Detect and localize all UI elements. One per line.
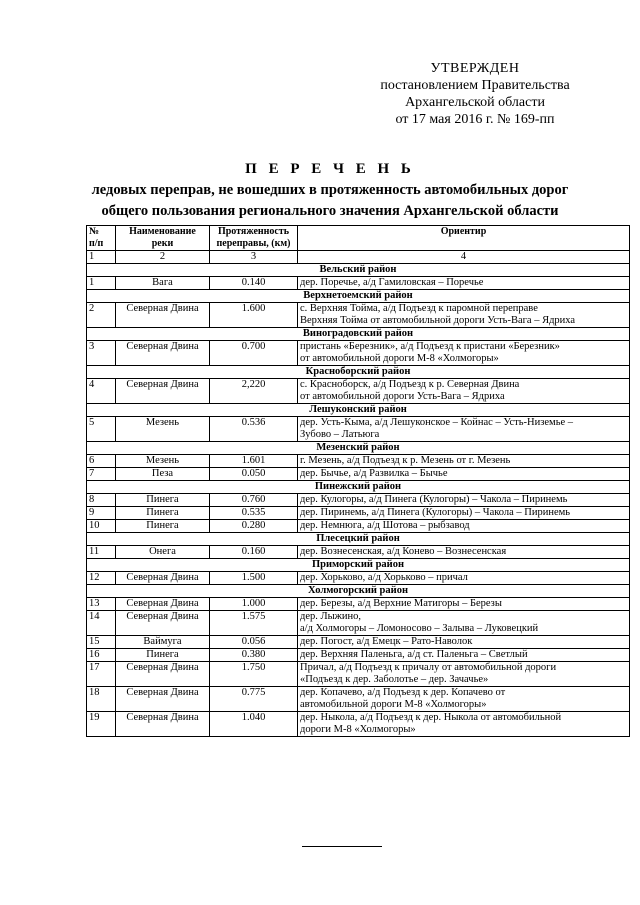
row-number: 3: [87, 341, 116, 366]
row-number: 15: [87, 636, 116, 649]
landmark-line: Причал, а/д Подъезд к причалу от автомобильной дороги: [300, 662, 557, 673]
district-row: [87, 559, 630, 572]
row-number: 13: [87, 598, 116, 611]
header-river: [116, 226, 210, 251]
landmark-line: Зубово – Латьюга: [300, 429, 380, 440]
river-name: Онега: [116, 546, 210, 559]
district-name: Лешуконский район: [87, 404, 630, 417]
header-number-line-1: №: [89, 226, 100, 237]
table-row: [87, 687, 630, 712]
landmark: [298, 468, 630, 481]
row-number: 14: [87, 611, 116, 636]
crossing-length: 1.500: [210, 572, 298, 585]
river-name: Северная Двина: [116, 611, 210, 636]
landmark-line: дороги М-8 «Холмогоры»: [300, 724, 416, 735]
crossing-length: 0.380: [210, 649, 298, 662]
table-row: [87, 379, 630, 404]
column-number: 1: [87, 251, 116, 264]
row-number: 10: [87, 520, 116, 533]
column-number: 4: [298, 251, 630, 264]
ice-crossings-table: [86, 225, 630, 737]
landmark: [298, 712, 630, 737]
landmark: [298, 662, 630, 687]
river-name: Северная Двина: [116, 662, 210, 687]
landmark-line: дер. Поречье, а/д Гамиловская – Поречье: [300, 277, 484, 288]
approval-line-1: постановлением Правительства: [380, 78, 570, 93]
table-row: [87, 649, 630, 662]
crossing-length: 0.775: [210, 687, 298, 712]
landmark-line: дер. Лыжино,: [300, 611, 362, 622]
crossing-length: 2,220: [210, 379, 298, 404]
river-name: Северная Двина: [116, 379, 210, 404]
document-subtitle-line-2: общего пользования регионального значения Архангельской области: [101, 203, 559, 219]
table-row: [87, 455, 630, 468]
river-name: Ваймуга: [116, 636, 210, 649]
landmark: [298, 303, 630, 328]
river-name: Пинега: [116, 507, 210, 520]
table-row: [87, 611, 630, 636]
landmark: [298, 507, 630, 520]
row-number: 16: [87, 649, 116, 662]
table-row: [87, 636, 630, 649]
table-row: [87, 662, 630, 687]
crossing-length: 0.050: [210, 468, 298, 481]
landmark: [298, 494, 630, 507]
district-name: Мезенский район: [87, 442, 630, 455]
table-row: [87, 341, 630, 366]
landmark-line: дер. Погост, а/д Емецк – Рато-Наволок: [300, 636, 473, 647]
table-row: [87, 572, 630, 585]
river-name: Северная Двина: [116, 687, 210, 712]
river-name: Пинега: [116, 520, 210, 533]
landmark: [298, 649, 630, 662]
landmark-line: Верхняя Тойма от автомобильной дороги Усть-Вага – Ядриха: [300, 315, 576, 326]
district-row: [87, 264, 630, 277]
district-row: [87, 585, 630, 598]
river-name: Мезень: [116, 417, 210, 442]
row-number: 1: [87, 277, 116, 290]
row-number: 17: [87, 662, 116, 687]
crossing-length: 0.535: [210, 507, 298, 520]
row-number: 12: [87, 572, 116, 585]
landmark: [298, 379, 630, 404]
river-name: Пеза: [116, 468, 210, 481]
crossing-length: 0.280: [210, 520, 298, 533]
district-name: Приморский район: [87, 559, 630, 572]
landmark-line: дер. Ныкола, а/д Подъезд к дер. Ныкола от автомобильной: [300, 712, 562, 723]
approval-stamp: [360, 60, 590, 128]
district-row: [87, 442, 630, 455]
river-name: Вага: [116, 277, 210, 290]
table-row: [87, 712, 630, 737]
header-landmark: Ориентир: [298, 226, 630, 251]
landmark: [298, 455, 630, 468]
landmark-line: дер. Усть-Кыма, а/д Лешуконское – Койнас – Усть-Низемье –: [300, 417, 574, 428]
table-row: [87, 277, 630, 290]
column-number: 2: [116, 251, 210, 264]
landmark: [298, 611, 630, 636]
river-name: Пинега: [116, 494, 210, 507]
row-number: 6: [87, 455, 116, 468]
landmark-line: дер. Немнюга, а/д Шотова – рыбзавод: [300, 520, 470, 531]
crossing-length: 0.536: [210, 417, 298, 442]
row-number: 5: [87, 417, 116, 442]
table-body: [87, 264, 630, 737]
crossing-length: 0.700: [210, 341, 298, 366]
landmark-line: дер. Бычье, а/д Развилка – Бычье: [300, 468, 448, 479]
landmark-line: «Подъезд к дер. Заболотье – дер. Зачачье»: [300, 674, 489, 685]
landmark: [298, 636, 630, 649]
approval-line-3: от 17 мая 2016 г. № 169-пп: [395, 112, 555, 127]
landmark-line: дер. Пиринемь, а/д Пинега (Кулогоры) – Чакола – Пиринемь: [300, 507, 571, 518]
landmark: [298, 277, 630, 290]
district-row: [87, 366, 630, 379]
header-river-line-2: реки: [151, 238, 174, 249]
crossing-length: 1.000: [210, 598, 298, 611]
landmark: [298, 520, 630, 533]
approval-title: УТВЕРЖДЕН: [430, 61, 520, 76]
district-name: Пинежский район: [87, 481, 630, 494]
table-row: [87, 598, 630, 611]
approval-line-2: Архангельской области: [405, 95, 545, 110]
district-row: [87, 290, 630, 303]
table-row: [87, 494, 630, 507]
landmark-line: дер. Кулогоры, а/д Пинега (Кулогоры) – Чакола – Пиринемь: [300, 494, 568, 505]
crossing-length: 1.575: [210, 611, 298, 636]
row-number: 11: [87, 546, 116, 559]
river-name: Северная Двина: [116, 303, 210, 328]
header-length-line-2: переправы, (км): [216, 238, 291, 249]
header-number-line-2: п/п: [89, 238, 104, 249]
landmark-line: автомобильной дороги М-8 «Холмогоры»: [300, 699, 487, 710]
row-number: 9: [87, 507, 116, 520]
crossing-length: 1.040: [210, 712, 298, 737]
river-name: Пинега: [116, 649, 210, 662]
landmark-line: от автомобильной дороги Усть-Вага – Ядриха: [300, 391, 505, 402]
header-river-line-1: Наименование: [129, 226, 196, 237]
district-name: Холмогорский район: [87, 585, 630, 598]
header-number: [87, 226, 116, 251]
landmark-line: г. Мезень, а/д Подъезд к р. Мезень от г. Мезень: [300, 455, 511, 466]
river-name: Северная Двина: [116, 572, 210, 585]
landmark-line: с. Верхняя Тойма, а/д Подъезд к паромной переправе: [300, 303, 538, 314]
district-name: Красноборский район: [87, 366, 630, 379]
table-row: [87, 417, 630, 442]
table-row: [87, 520, 630, 533]
landmark-line: дер. Березы, а/д Верхние Матигоры – Березы: [300, 598, 502, 609]
table-row: [87, 507, 630, 520]
district-row: [87, 533, 630, 546]
table-row: [87, 303, 630, 328]
table-row: [87, 546, 630, 559]
district-row: [87, 481, 630, 494]
column-numbers-row: [87, 251, 630, 264]
crossing-length: 1.601: [210, 455, 298, 468]
document-title: П Е Р Е Ч Е Н Ь: [245, 161, 415, 177]
row-number: 19: [87, 712, 116, 737]
table-header-row: [87, 226, 630, 251]
row-number: 2: [87, 303, 116, 328]
crossing-length: 0.140: [210, 277, 298, 290]
landmark-line: дер. Хорьково, а/д Хорьково – причал: [300, 572, 468, 583]
landmark: [298, 598, 630, 611]
header-length-line-1: Протяженность: [217, 226, 290, 237]
landmark: [298, 546, 630, 559]
header-length: [210, 226, 298, 251]
landmark: [298, 417, 630, 442]
landmark: [298, 572, 630, 585]
landmark-line: дер. Вознесенская, а/д Конево – Вознесенская: [300, 546, 507, 557]
landmark-line: пристань «Березник», а/д Подъезд к пристани «Березник»: [300, 341, 560, 352]
landmark: [298, 687, 630, 712]
river-name: Северная Двина: [116, 712, 210, 737]
document-subtitle-line-1: ледовых переправ, не вошедших в протяженность автомобильных дорог: [91, 182, 569, 198]
river-name: Северная Двина: [116, 341, 210, 366]
document-heading: [60, 160, 600, 220]
river-name: Северная Двина: [116, 598, 210, 611]
row-number: 18: [87, 687, 116, 712]
district-row: [87, 404, 630, 417]
crossing-length: 0.760: [210, 494, 298, 507]
district-name: Верхнетоемский район: [87, 290, 630, 303]
landmark: [298, 341, 630, 366]
landmark-line: дер. Верхняя Паленьга, а/д ст. Паленьга – Светлый: [300, 649, 528, 660]
river-name: Мезень: [116, 455, 210, 468]
row-number: 4: [87, 379, 116, 404]
column-number: 3: [210, 251, 298, 264]
district-name: Плесецкий район: [87, 533, 630, 546]
row-number: 7: [87, 468, 116, 481]
district-row: [87, 328, 630, 341]
landmark-line: с. Красноборск, а/д Подъезд к р. Северная Двина: [300, 379, 520, 390]
table-row: [87, 468, 630, 481]
landmark-line: дер. Копачево, а/д Подъезд к дер. Копачево от: [300, 687, 506, 698]
closing-line: [302, 846, 382, 847]
crossing-length: 0.056: [210, 636, 298, 649]
district-name: Вельский район: [87, 264, 630, 277]
crossing-length: 1.600: [210, 303, 298, 328]
crossing-length: 0.160: [210, 546, 298, 559]
row-number: 8: [87, 494, 116, 507]
landmark-line: от автомобильной дороги М-8 «Холмогоры»: [300, 353, 499, 364]
landmark-line: а/д Холмогоры – Ломоносово – Залывa – Луковецкий: [300, 623, 539, 634]
crossing-length: 1.750: [210, 662, 298, 687]
district-name: Виноградовский район: [87, 328, 630, 341]
